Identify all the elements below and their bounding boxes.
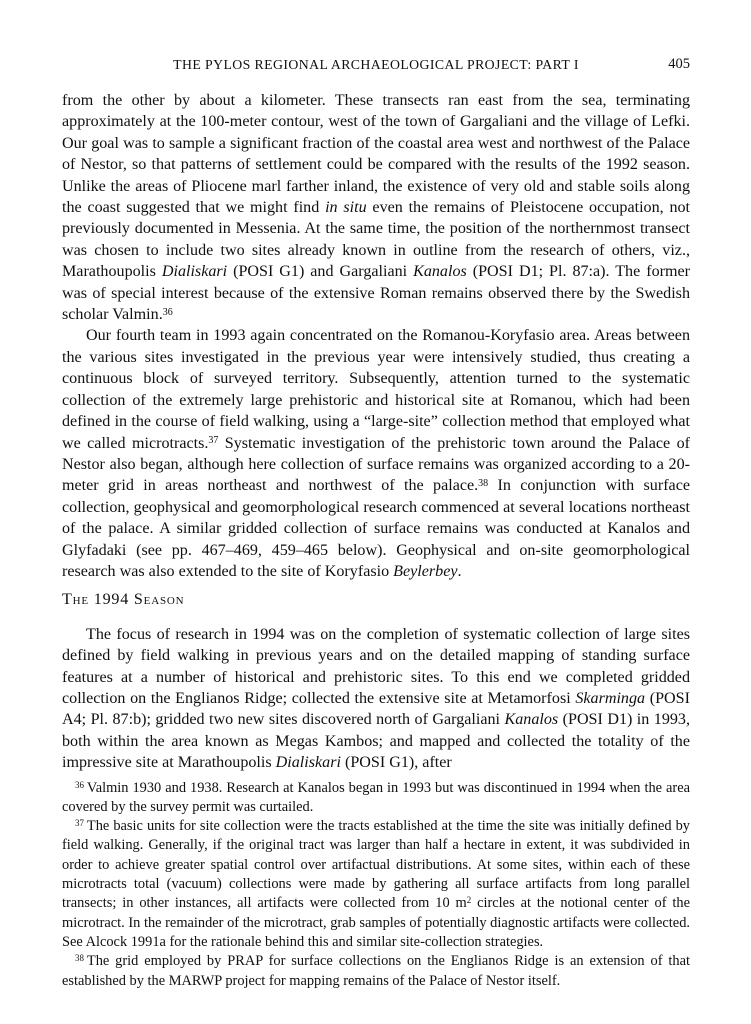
- footnote: [62, 779, 690, 818]
- running-header-title: THE PYLOS REGIONAL ARCHAEOLOGICAL PROJECT: PART I: [173, 57, 579, 72]
- page-body: [62, 90, 690, 774]
- text-run: Dialiskari: [275, 754, 341, 772]
- text-run: (POSI G1) and Gargaliani: [227, 263, 414, 281]
- footnote-marker: 37: [75, 818, 84, 829]
- text-run: Our fourth team in 1993 again concentrated on the Romanou-Koryfasio area. Areas between the various sites investigated in the previous year were intensively studied, thus creating a continuous block of surveyed territory. Subsequently, attention turned to the systematic collection of the extremely large prehistoric and historical site at Romanou, which had been defined in the course of field walking, using a “large-site” collection method that employed what we called microtracts.: [62, 327, 690, 452]
- text-run: Systematic investigation of the prehistoric town around the Palace of Nestor also began, although here collection of surface remains was organized according to a 20-meter grid in areas northeast and northwest of the palace.: [62, 434, 690, 495]
- text-run: In conjunction with surface collection, geophysical and geomorphological research commenced at several locations northeast of the palace. A similar gridded collection of surface remains was conducted at Kanalos and Glyfadaki (see pp. 467–469, 459–465 below). Geophysical and on-site geomorphological research was also extended to the site of Koryfasio: [62, 477, 690, 580]
- footnote-marker: 38: [75, 953, 84, 964]
- text-run: The basic units for site collection were the tracts established at the time the site was initially defined by field walking. Generally, if the original tract was larger than half a hectare in extent, it was subdivided in order to achieve greater spatial control over artifactual distributions. At some sites, within each of these microtracts total (vacuum) collections were made by gathering all surface artifacts from long parallel transects; in other instances, all artifacts were collected from 10 m: [62, 818, 690, 912]
- footnote-marker: 36: [75, 779, 84, 790]
- superscript-ref: 36: [162, 306, 173, 318]
- text-run: The focus of research in 1994 was on the completion of systematic collection of large sites defined by field walking in previous years and on the detailed mapping of standing surface features at a number of historical and prehistoric sites. To this end we completed gridded collection on the Englianos Ridge; collected the extensive site at Metamorfosi: [62, 625, 690, 707]
- footnote: [62, 817, 690, 952]
- body-paragraph: [62, 325, 690, 582]
- text-run: (POSI D1; Pl. 87:a). The former was of special interest because of the extensive Roman remains observed there by the Swedish scholar Valmin.: [62, 263, 690, 324]
- text-run: Skarminga: [575, 689, 646, 707]
- text-run: .: [457, 562, 462, 580]
- text-run: even the remains of Pleistocene occupation, not previously documented in Messenia. At the same time, the position of the northernmost transect was chosen to include two sites already known in outline from the research of others, viz., Marathoupolis: [62, 199, 691, 281]
- superscript-ref: 38: [478, 477, 489, 489]
- text-run: Dialiskari: [161, 263, 228, 281]
- text-run: Kanalos: [413, 263, 467, 281]
- text-run: circles at the notional center of the microtract. In the remainder of the microtract, grab samples of potentially diagnostic artifacts were collected. See Alcock 1991a for the rationale behind this and similar site-collection strategies.: [62, 895, 690, 950]
- text-run: The 1994 Season: [62, 591, 185, 609]
- text-run: from the other by about a kilometer. These transects ran east from the sea, terminating approximately at the 100-meter contour, west of the town of Gargaliani and the village of Lefki. Our goal was to sample a significant fraction of the coastal area west and northwest of the Palace of Nestor, so that patterns of settlement could be compared with the results of the 1992 season. Unlike the areas of Pliocene marl farther inland, the existence of very old and stable soils along the coast suggested that we might find: [62, 92, 690, 217]
- text-run: The grid employed by PRAP for surface collections on the Englianos Ridge is an extension of that established by the MARWP project for mapping remains of the Palace of Nestor itself.: [62, 953, 690, 989]
- text-run: in situ: [325, 199, 367, 217]
- body-paragraph: [62, 90, 690, 325]
- text-run: Valmin 1930 and 1938. Research at Kanalos began in 1993 but was discontinued in 1994 when the area covered by the survey permit was curtailed.: [62, 779, 690, 815]
- section-heading: [62, 589, 690, 610]
- footnotes: [62, 779, 690, 991]
- superscript-ref: 37: [208, 435, 219, 447]
- footnote: [62, 952, 690, 991]
- text-run: (POSI A4; Pl. 87:b); gridded two new sites discovered north of Gargaliani: [62, 689, 690, 729]
- text-run: Kanalos: [504, 711, 559, 729]
- superscript-ref: 2: [466, 895, 472, 906]
- running-header: [62, 56, 690, 73]
- text-run: Beylerbey: [393, 562, 458, 580]
- text-run: (POSI G1), after: [340, 754, 452, 772]
- text-run: (POSI D1) in 1993, both within the area known as Megas Kambos; and mapped and collected the totality of the impressive site at Marathoupolis: [62, 711, 690, 772]
- page-number: 405: [668, 56, 690, 72]
- body-paragraph: [62, 624, 690, 774]
